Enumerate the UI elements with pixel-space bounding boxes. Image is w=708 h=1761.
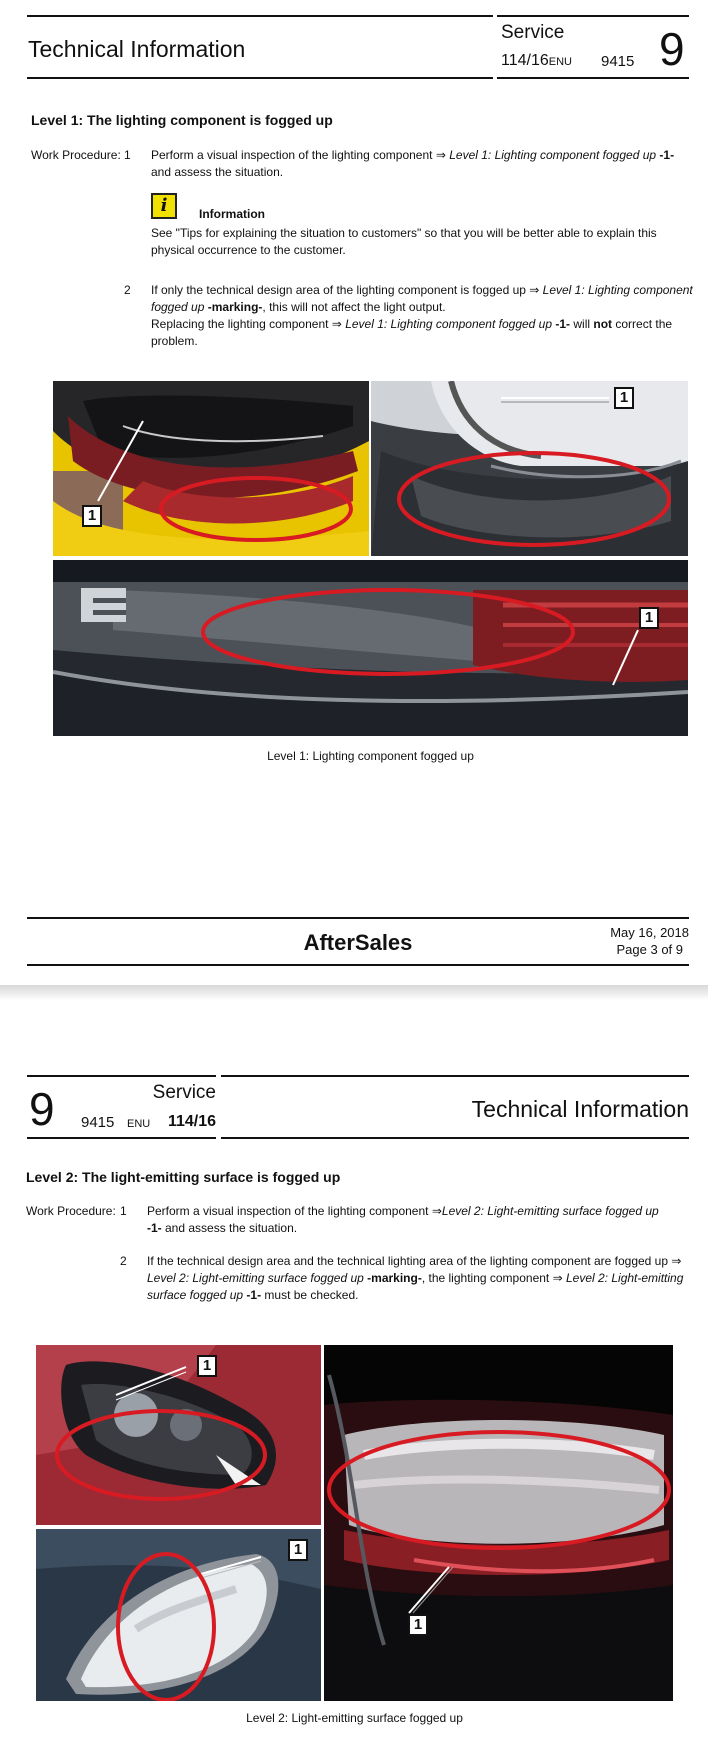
reference-link[interactable]: Level 2: Light-emitting surface fogged up: [147, 1271, 364, 1285]
header-service-box: [27, 1075, 216, 1139]
header-title-box: [27, 15, 493, 79]
callout-marker-1: 1: [288, 1539, 308, 1561]
step-1-text: Perform a visual inspection of the lighting component ⇒Level 2: Light-emitting surface fogged up -1- and assess the situation.: [147, 1204, 659, 1235]
reference-link[interactable]: Level 2: Light-emitting surface fogged up: [147, 1271, 684, 1302]
document-type-title: Technical Information: [471, 1096, 689, 1122]
callout-marker-1: 1: [197, 1355, 217, 1377]
group-code: 9415: [601, 53, 635, 70]
step-1-text: Perform a visual inspection of the lighting component ⇒ Level 1: Lighting component fogged up -1- and assess the situation.: [151, 148, 675, 179]
callout-marker-1: 1: [82, 505, 102, 527]
service-label: Service: [152, 1082, 216, 1103]
photo-headlight-yellow-car: [53, 381, 369, 556]
bulletin-number: 114/16ENU: [501, 52, 572, 69]
work-procedure-label: Work Procedure:: [26, 1204, 116, 1218]
figure-caption-level-2: Level 2: Light-emitting surface fogged up: [246, 1711, 463, 1725]
group-number: 9: [659, 23, 685, 75]
step-number-2: 2: [120, 1254, 127, 1268]
language-code: ENU: [127, 1118, 151, 1130]
photo-tail-light-night: [324, 1345, 673, 1701]
callout-marker-1: 1: [614, 387, 634, 409]
step-2-text: If the technical design area and the technical lighting area of the lighting component are fogged up ⇒ Level 2: Light-emitting surface fogged up -marking-, the lighting component ⇒ Level 2: Light-emitting surface fogged up -1- must be checked.: [147, 1254, 684, 1302]
service-label: Service: [501, 22, 565, 43]
photo-headlight-dark-closeup: [371, 381, 688, 556]
footer-date: May 16, 2018: [610, 925, 689, 940]
bulletin-number: 114/16: [167, 1113, 216, 1130]
information-text: See "Tips for explaining the situation to customers" so that you will be better able to explain this physical occurrence to the customer.: [151, 226, 657, 257]
photo-headlight-blue-car: [36, 1529, 321, 1701]
information-icon: i: [151, 193, 177, 219]
reference-link[interactable]: Level 1: Lighting component fogged up: [445, 148, 657, 162]
reference-link[interactable]: Level 1: Lighting component fogged up: [341, 317, 553, 331]
callout-marker-1: 1: [408, 1614, 428, 1636]
callout-marker-1: 1: [639, 607, 659, 629]
document-type-title: Technical Information: [28, 36, 246, 62]
page-separator: [0, 985, 708, 1000]
step-number-1: 1: [120, 1204, 127, 1218]
header-title-box: [221, 1075, 689, 1139]
reference-link[interactable]: Level 2: Light-emitting surface fogged up: [441, 1204, 659, 1218]
step-number-2: 2: [124, 283, 131, 297]
header-service-box: [497, 15, 689, 79]
section-title-level-1: Level 1: The lighting component is fogged up: [31, 112, 333, 128]
language-code: ENU: [548, 56, 572, 68]
document-page-4: [0, 1000, 708, 1761]
step-2-text: If only the technical design area of the lighting component is fogged up ⇒ Level 1: Lighting component fogged up -marking-, this will not affect the light output. Replacing the lighting component ⇒ Level 1: Lighting component fogged up -1- will not correct the problem.: [151, 283, 693, 348]
section-title-level-2: Level 2: The light-emitting surface is fogged up: [26, 1169, 341, 1185]
group-number: 9: [29, 1083, 55, 1135]
group-code: 9415: [81, 1114, 115, 1131]
step-number-1: 1: [124, 148, 131, 162]
work-procedure-label: Work Procedure:: [31, 148, 121, 162]
photo-tail-light: [53, 560, 688, 736]
photo-headlight-red-car: [36, 1345, 321, 1525]
reference-link[interactable]: Level 1: Lighting component fogged up: [151, 283, 693, 314]
figure-caption-level-1: Level 1: Lighting component fogged up: [267, 749, 474, 763]
information-title: Information: [199, 207, 265, 221]
page-footer: [27, 917, 689, 966]
footer-brand: AfterSales: [303, 930, 413, 955]
footer-page-number: Page 3 of 9: [616, 942, 683, 957]
